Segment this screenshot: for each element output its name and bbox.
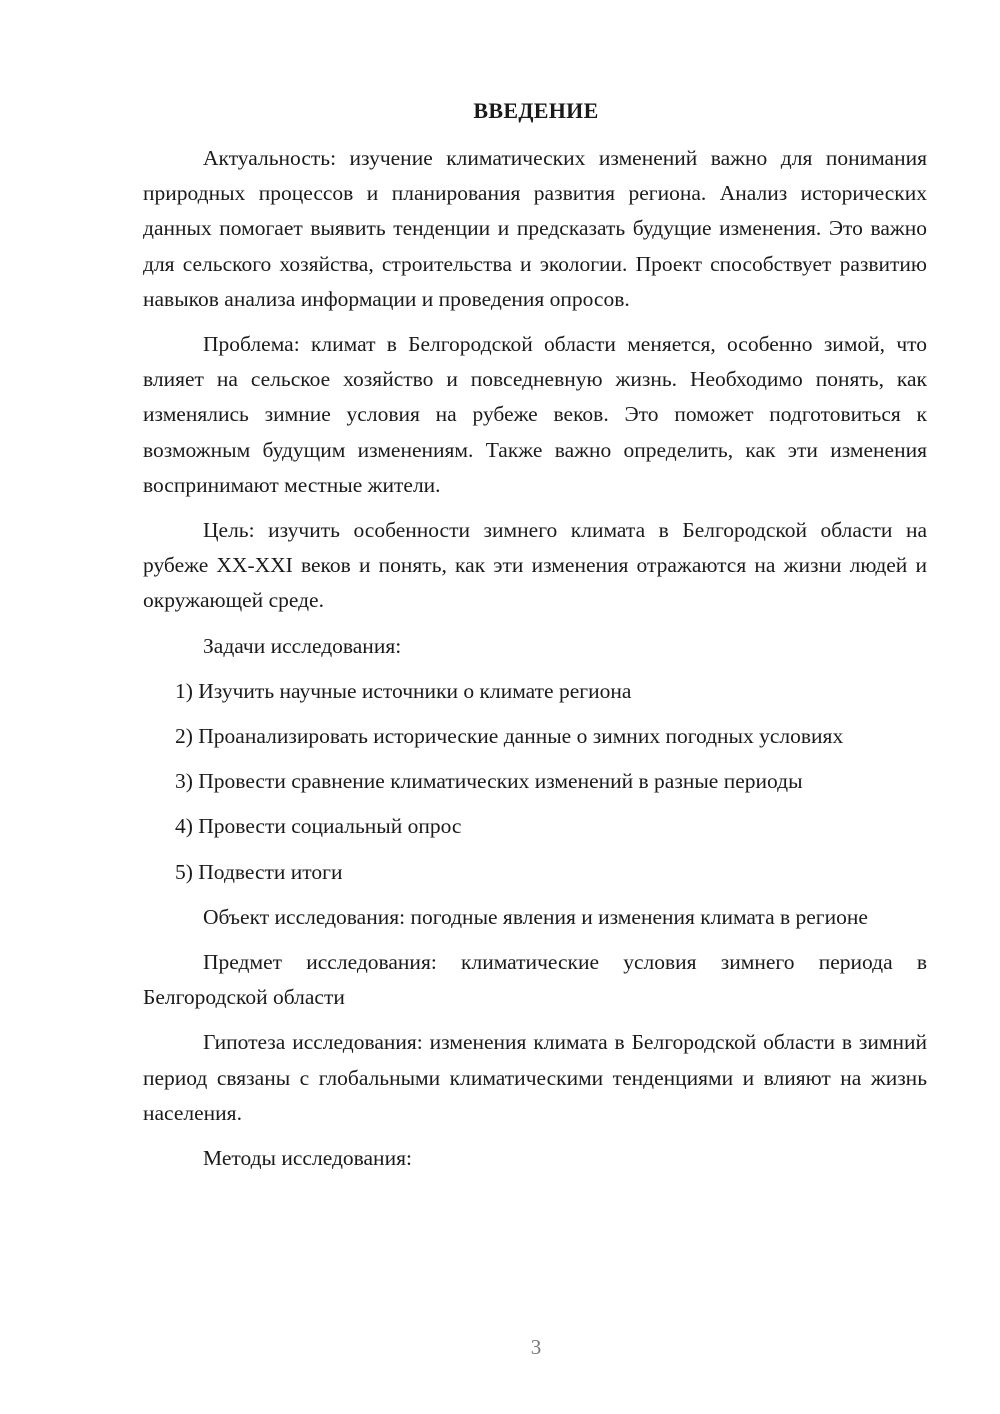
document-body [143, 141, 927, 1186]
page-number: 3 [530, 1335, 542, 1359]
task-item-4: 4) Провести социальный опрос [175, 814, 462, 839]
task-item-2: 2) Проанализировать исторические данные о зимних погодных условиях [175, 724, 844, 749]
page-title: ВВЕДЕНИЕ [473, 98, 599, 123]
task-item-5: 5) Подвести итоги [175, 859, 343, 884]
methods-title: Методы исследования: [203, 1146, 412, 1171]
paragraph-hypothesis: Гипотеза исследования: изменения климата в Белгородской области в зимний период связаны с глобальными климатическими тенденциями и влияют на жизнь населения. [143, 1030, 927, 1125]
paragraph-goal: Цель: изучить особенности зимнего климата в Белгородской области на рубеже XX-XXI веков и понять, как эти изменения отражаются на жизни людей и окружающей среде. [143, 518, 927, 613]
task-item-3: 3) Провести сравнение климатических изменений в разные периоды [175, 769, 803, 794]
paragraph-object: Объект исследования: погодные явления и изменения климата в регионе [203, 904, 868, 929]
paragraph-problem: Проблема: климат в Белгородской области меняется, особенно зимой, что влияет на сельское хозяйство и повседневную жизнь. Необходимо понять, как изменялись зимние условия на рубеже веков. Это поможет подготовиться к возможным будущим изменениям. Также важно определить, как эти изменения воспринимают местные жители. [143, 332, 927, 497]
paragraph-subject: Предмет исследования: климатические условия зимнего периода в Белгородской области [143, 950, 927, 1010]
tasks-title: Задачи исследования: [203, 633, 402, 658]
task-item-1: 1) Изучить научные источники о климате региона [175, 678, 632, 703]
paragraph-relevance: Актуальность: изучение климатических изменений важно для понимания природных процессов и планирования развития региона. Анализ исторических данных помогает выявить тенденции и предсказать будущие изменения. Это важно для сельского хозяйства, строительства и экологии. Проект способствует развитию навыков анализа информации и проведения опросов. [143, 146, 927, 311]
